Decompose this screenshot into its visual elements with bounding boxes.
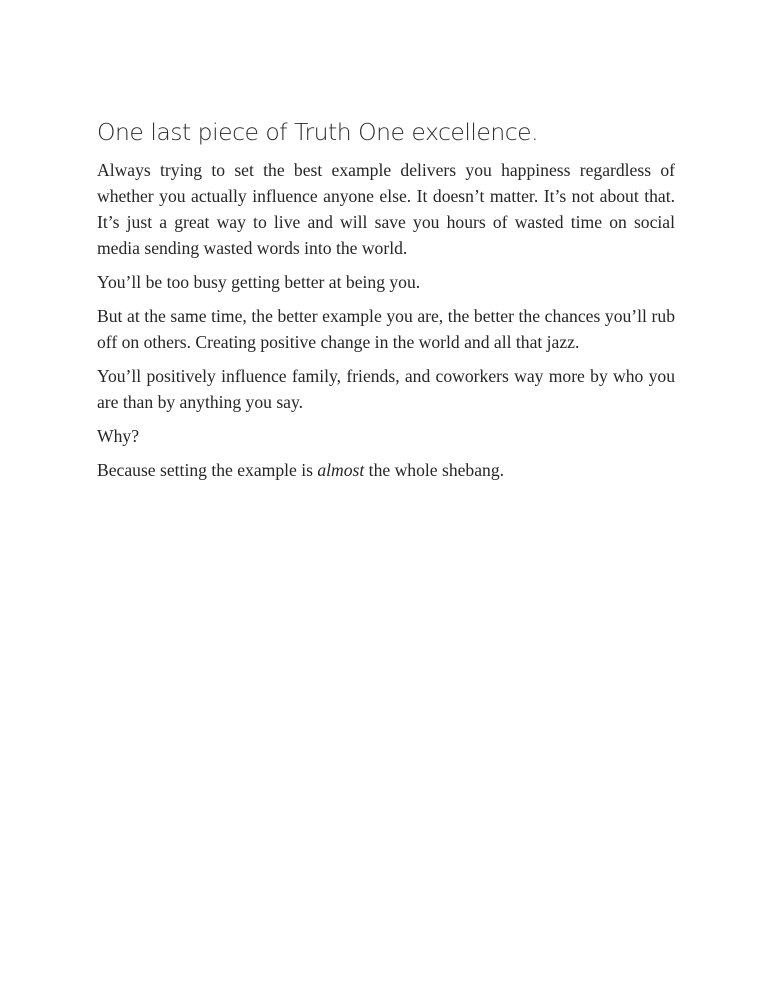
final-text-emphasis: almost bbox=[317, 460, 365, 480]
section-heading: One last piece of Truth One excellence. bbox=[97, 118, 539, 146]
paragraph-1: Always trying to set the best example delivers you happiness regardless of whether you actually influence anyone else. It doesn’t matter. It’s not about that. It’s just a great way to live and will save you hours of wasted time on social media sending wasted words into the world. bbox=[97, 160, 675, 258]
paragraph-final bbox=[97, 457, 675, 483]
paragraph-4: You’ll positively influence family, friends, and coworkers way more by who you are than by anything you say. bbox=[97, 366, 675, 412]
final-text-before: Because setting the example is bbox=[97, 460, 318, 480]
paragraph-5: Why? bbox=[97, 426, 140, 446]
paragraph-3: But at the same time, the better example you are, the better the chances you’ll rub off on others. Creating positive change in the world and all that jazz. bbox=[97, 306, 675, 352]
paragraph-2: You’ll be too busy getting better at being you. bbox=[97, 272, 421, 292]
final-text-after: the whole shebang. bbox=[364, 460, 505, 480]
page-content bbox=[97, 116, 675, 491]
